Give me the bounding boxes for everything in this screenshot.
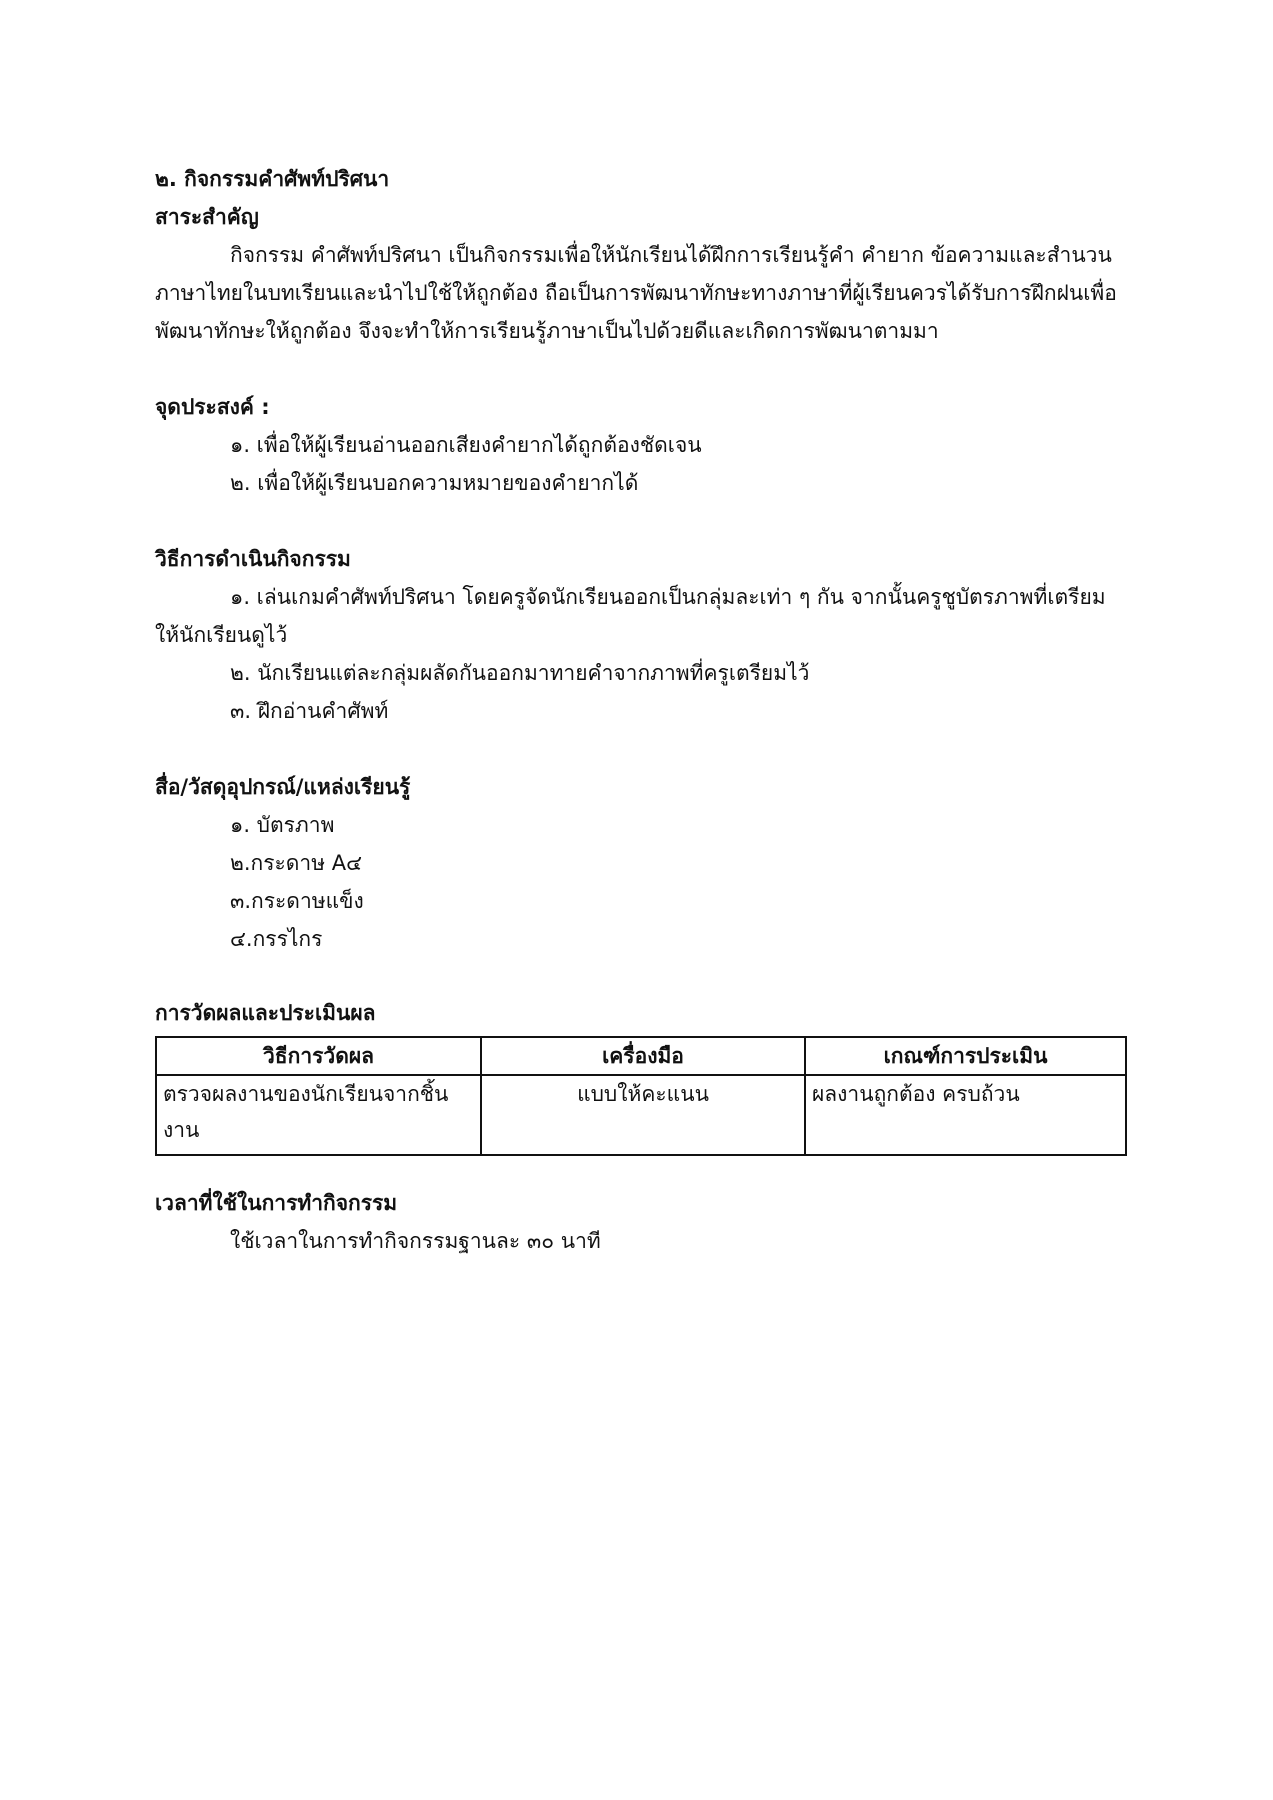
materials-heading: สื่อ/วัสดุอุปกรณ์/แหล่งเรียนรู้ — [155, 775, 411, 799]
material-item: ๓.กระดาษแข็ง — [230, 889, 364, 913]
table-header-row — [156, 1037, 1126, 1075]
procedure-step: ๓. ฝึกอ่านคำศัพท์ — [230, 699, 389, 723]
procedure-heading: วิธีการดำเนินกิจกรรม — [155, 547, 351, 571]
time-heading: เวลาที่ใช้ในการทำกิจกรรม — [155, 1191, 398, 1215]
evaluation-heading: การวัดผลและประเมินผล — [155, 1001, 376, 1025]
essence-heading: สาระสำคัญ — [155, 205, 259, 229]
column-header-method: วิธีการวัดผล — [156, 1037, 481, 1075]
cell-criteria: ผลงานถูกต้อง ครบถ้วน — [805, 1075, 1126, 1155]
cell-tool: แบบให้คะแนน — [481, 1075, 805, 1155]
cell-method: ตรวจผลงานของนักเรียนจากชิ้นงาน — [156, 1075, 481, 1155]
material-item: ๑. บัตรภาพ — [230, 813, 335, 837]
activity-title: ๒. กิจกรรมคำศัพท์ปริศนา — [155, 167, 390, 191]
column-header-criteria: เกณฑ์การประเมิน — [805, 1037, 1126, 1075]
time-text: ใช้เวลาในการทำกิจกรรมฐานละ ๓๐ นาที — [230, 1229, 601, 1253]
material-item: ๒.กระดาษ A๔ — [230, 851, 362, 875]
objectives-heading: จุดประสงค์ : — [155, 395, 270, 419]
objective-item: ๑. เพื่อให้ผู้เรียนอ่านออกเสียงคำยากได้ถูกต้องชัดเจน — [230, 433, 702, 457]
procedure-step: ๒. นักเรียนแต่ละกลุ่มผลัดกันออกมาทายคำจากภาพที่ครูเตรียมไว้ — [230, 661, 810, 685]
document-page — [155, 160, 1125, 1260]
objective-item: ๒. เพื่อให้ผู้เรียนบอกความหมายของคำยากได้ — [230, 471, 639, 495]
table-row — [156, 1075, 1126, 1155]
material-item: ๔.กรรไกร — [230, 927, 323, 951]
essence-paragraph: กิจกรรม คำศัพท์ปริศนา เป็นกิจกรรมเพื่อให้นักเรียนได้ฝึกการเรียนรู้คำ คำยาก ข้อความและสำนวนภาษาไทยในบทเรียนและนำไปใช้ให้ถูกต้อง ถือเป็นการพัฒนาทักษะทางภาษาที่ผู้เรียนควรได้รับการฝึกฝนเพื่อพัฒนาทักษะให้ถูกต้อง จึงจะทำให้การเรียนรู้ภาษาเป็นไปด้วยดีและเกิดการพัฒนาตามมา — [155, 243, 1117, 343]
procedure-step: ๑. เล่นเกมคำศัพท์ปริศนา โดยครูจัดนักเรียนออกเป็นกลุ่มละเท่า ๆ กัน จากนั้นครูชูบัตรภาพที่เตรียมให้นักเรียนดูไว้ — [155, 585, 1106, 647]
column-header-tool: เครื่องมือ — [481, 1037, 805, 1075]
evaluation-table — [155, 1036, 1127, 1156]
